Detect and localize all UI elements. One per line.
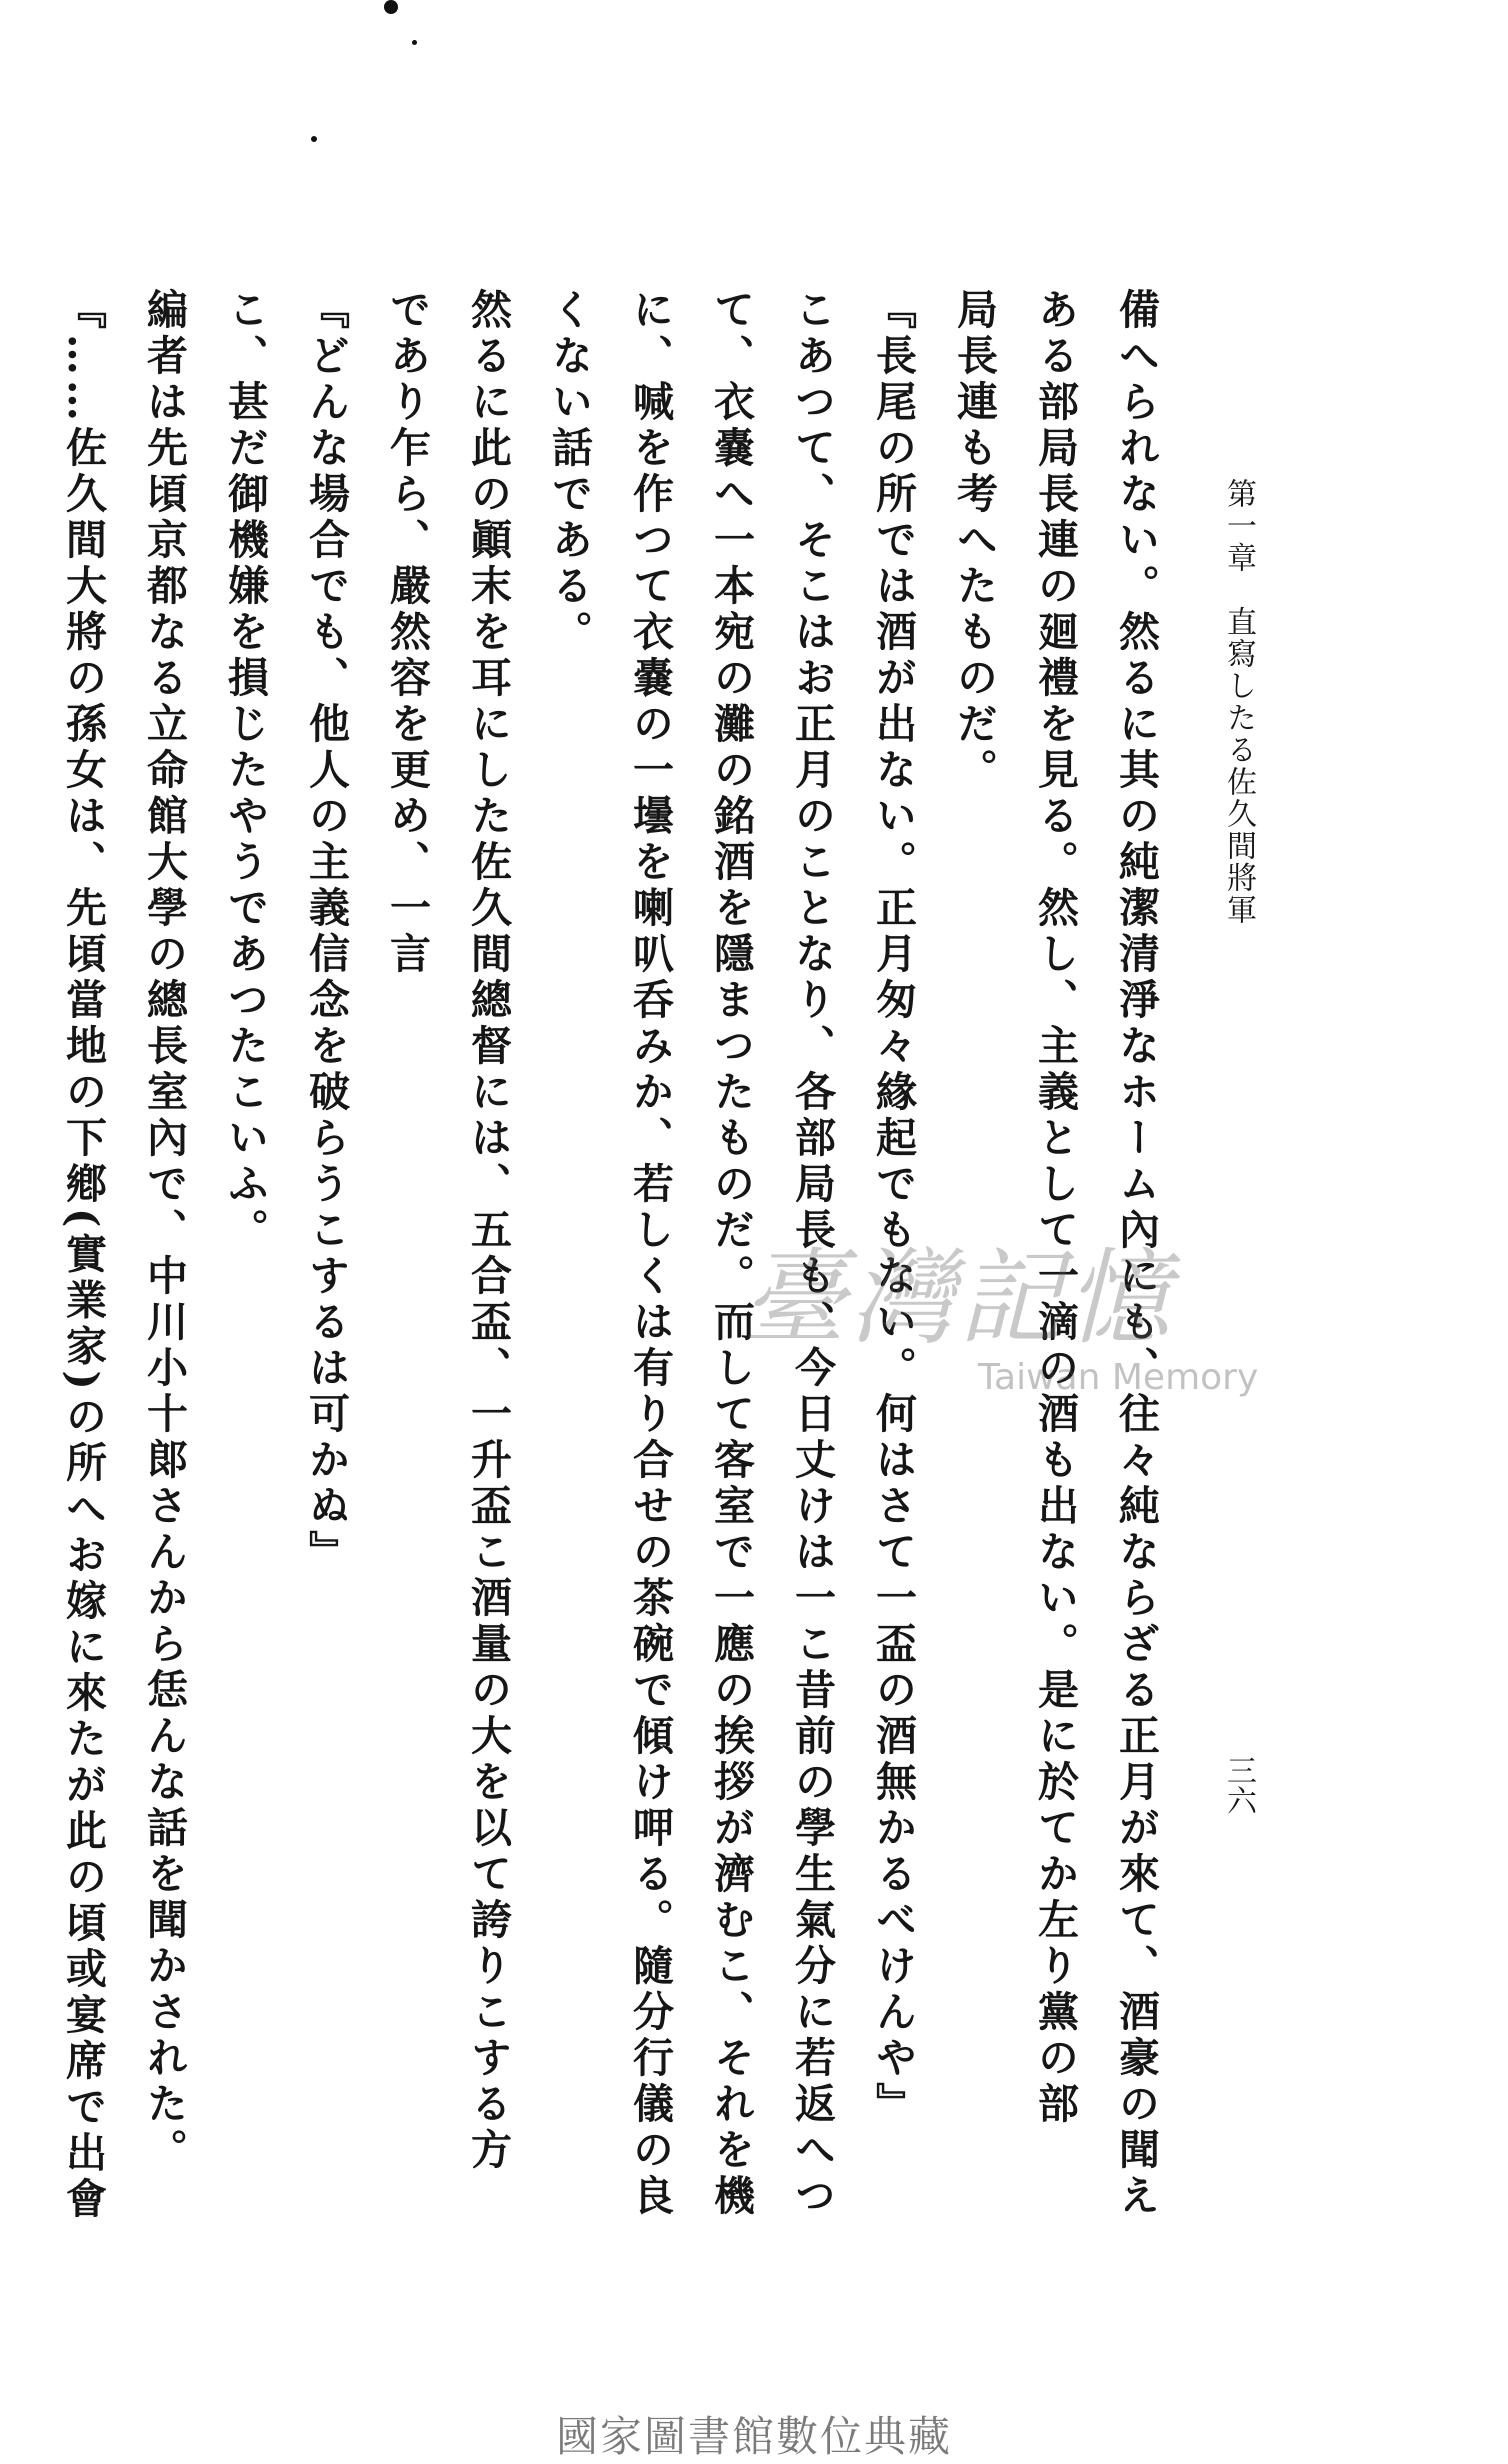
text-column: 備へられない。然るに其の純潔清淨なホーム內にも、往々純ならざる正月が來て、酒豪の聞え — [1112, 288, 1160, 2220]
watermark-title: 臺灣記憶 — [742, 1237, 1175, 1359]
collection-footer: 國家圖書館數位典藏 — [555, 2412, 952, 2461]
scan-speck-dot — [412, 40, 417, 45]
scan-speck-dot — [384, 0, 398, 14]
text-column: 局長連も考へたものだ。 — [950, 288, 998, 794]
watermark-subtitle: Taiwan Memory — [978, 1357, 1259, 1398]
page-number: 三六 — [1221, 1755, 1256, 1815]
text-column: ある部局長連の廻禮を見る。然し、主義として一滴の酒も出ない。是に於てか左り黨の部 — [1031, 288, 1079, 2128]
text-column: 『どんな場合でも、他人の主義信念を破らうこするは可かぬ』 — [302, 288, 350, 1576]
text-column: こあつて、そこはお正月のことなり、各部局長も、今日丈けは一こ昔前の學生氣分に若返へつ — [788, 288, 836, 2220]
running-title: 第一章 直寫したる佐久間將軍 — [1221, 478, 1256, 926]
text-column: くない話である。 — [545, 288, 593, 656]
text-column: こ、甚だ御機嫌を損じたやうであつたこいふ。 — [221, 288, 269, 1254]
text-column: であり乍ら、嚴然容を更め、一言 — [383, 288, 431, 978]
body-text — [42, 288, 1176, 2260]
text-column: て、衣嚢へ一本宛の灘の銘酒を隱まつたものだ。而して客室で一應の挨拶が濟むこ、それを機 — [707, 288, 755, 2220]
text-column: 編者は先頃京都なる立命館大學の總長室內で、中川小十郞さんから恁んな話を聞かされた。 — [140, 288, 188, 2174]
text-column: に、喊を作つて衣嚢の一壜を喇叭呑みか、若しくは有り合せの茶碗で傾け呷る。隨分行儀の良 — [626, 288, 674, 2220]
text-column: 『長尾の所では酒が出ない。正月匆々緣起でもない。何はさて一盃の酒無かるべけんや』 — [869, 288, 917, 2128]
scan-speck-dot — [311, 136, 317, 142]
text-column: 『……佐久間大將の孫女は、先頃當地の下鄕(實業家)の所へお嫁に來たが此の頃或宴席で出會 — [59, 288, 107, 2223]
text-column: 然るに此の顚末を耳にした佐久間總督には、五合盃、一升盃こ酒量の大を以て誇りこする方 — [464, 288, 512, 2174]
